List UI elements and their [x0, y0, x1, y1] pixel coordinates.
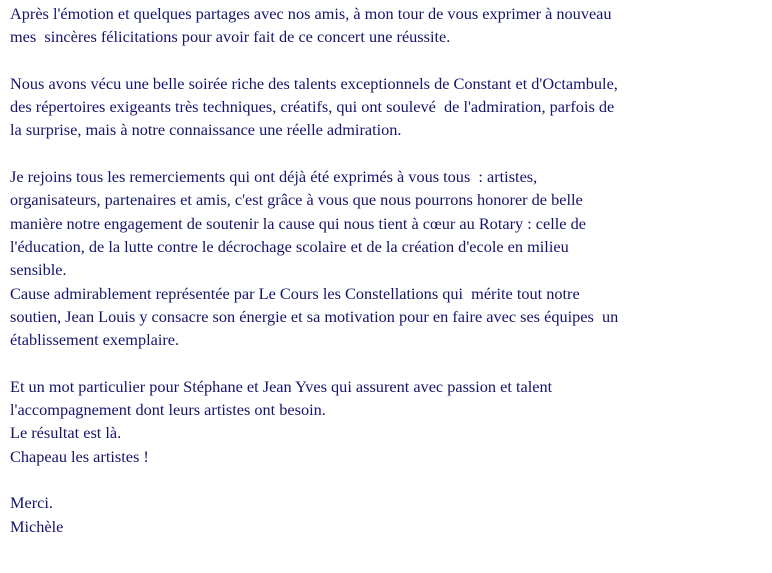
text-line: soutien, Jean Louis y consacre son énergie et sa motivation pour en faire avec ses équipes un	[10, 306, 619, 326]
paragraph-spacer	[10, 49, 772, 72]
text-line: l'accompagnement dont leurs artistes ont besoin.	[10, 400, 326, 420]
text-line: l'éducation, de la lutte contre le décrochage scolaire et de la création d'ecole en milieu	[10, 236, 569, 256]
text-line: établissement exemplaire.	[10, 330, 180, 350]
text-line: Et un mot particulier pour Stéphane et Jean Yves qui assurent avec passion et talent	[10, 376, 553, 396]
text-line: Chapeau les artistes !	[10, 446, 149, 466]
text-line: Cause admirablement représentée par Le Cours les Constellations qui mérite tout notre	[10, 283, 580, 303]
paragraph-spacer	[10, 142, 772, 165]
text-line: des répertoires exigeants très techniques, créatifs, qui ont soulevé de l'admiration, parfois de	[10, 97, 615, 117]
text-line: Je rejoins tous les remerciements qui ont déjà été exprimés à vous tous : artistes,	[10, 167, 538, 187]
paragraph-spacer	[10, 351, 772, 374]
paragraph-4	[10, 375, 772, 468]
signature: Michèle	[10, 516, 64, 536]
text-line: organisateurs, partenaires et amis, c'est grâce à vous que nous pourrons honorer de belle	[10, 190, 583, 210]
paragraph-2	[10, 72, 772, 142]
text-line: Après l'émotion et quelques partages avec nos amis, à mon tour de vous exprimer à nouveau	[10, 4, 612, 23]
text-line: Le résultat est là.	[10, 423, 122, 443]
text-line: mes sincères félicitations pour avoir fait de ce concert une réussite.	[10, 27, 451, 47]
closing: Merci.	[10, 493, 53, 513]
text-line: Nous avons vécu une belle soirée riche des talents exceptionnels de Constant et d'Octambule,	[10, 73, 618, 93]
text-line: manière notre engagement de soutenir la cause qui nous tient à cœur au Rotary : celle de	[10, 213, 586, 233]
paragraph-1	[10, 2, 772, 49]
text-line: sensible.	[10, 260, 67, 280]
paragraph-spacer	[10, 468, 772, 491]
paragraph-3	[10, 165, 772, 351]
text-line: la surprise, mais à notre connaissance une réelle admiration.	[10, 120, 402, 140]
